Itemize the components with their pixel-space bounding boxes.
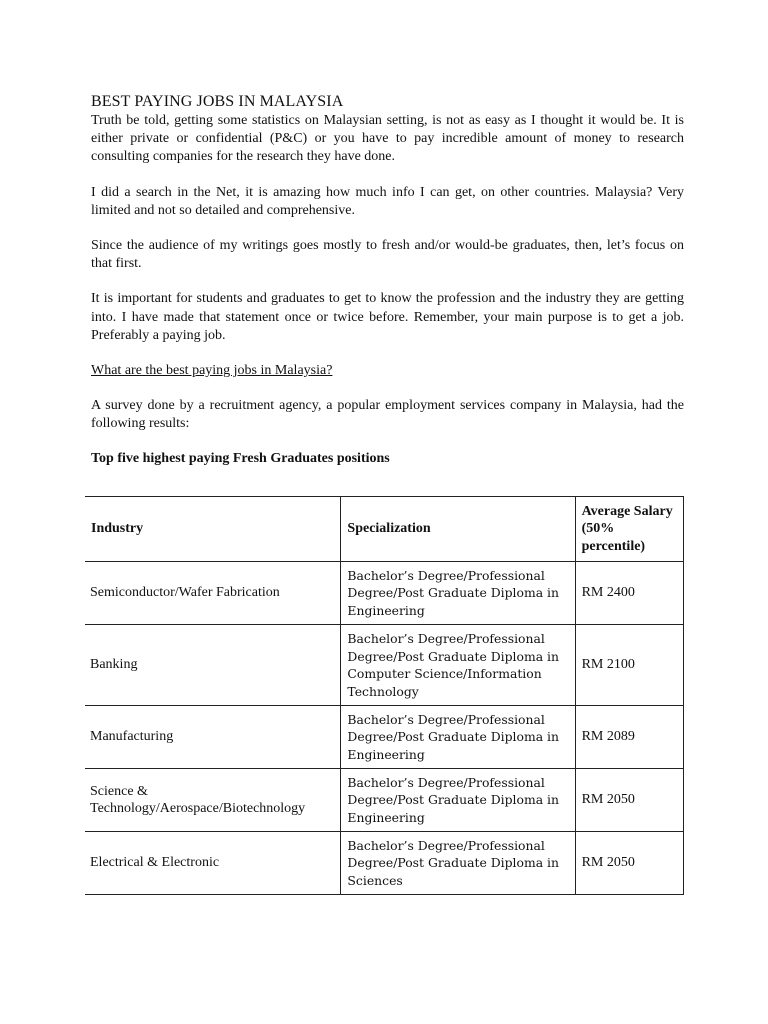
cell-industry: Semiconductor/Wafer Fabrication [85, 562, 341, 625]
cell-salary: RM 2050 [575, 832, 683, 895]
table-row [85, 706, 684, 769]
cell-specialization: Bachelor’s Degree/Professional Degree/Post Graduate Diploma in Engineering [341, 562, 575, 625]
cell-specialization: Bachelor’s Degree/Professional Degree/Post Graduate Diploma in Sciences [341, 832, 575, 895]
header-industry: Industry [85, 497, 341, 562]
paragraph-survey: A survey done by a recruitment agency, a popular employment services company in Malaysia, had the following results: [91, 398, 684, 432]
section-question: What are the best paying jobs in Malaysia? [91, 363, 333, 379]
paragraph-importance: It is important for students and graduates to get to know the profession and the industry they are getting into. I have made that statement once or twice before. Remember, your main purpose is to get a job. Preferably a paying job. [91, 291, 684, 343]
table-row [85, 625, 684, 706]
cell-specialization: Bachelor’s Degree/Professional Degree/Post Graduate Diploma in Computer Science/Information Technology [341, 625, 575, 706]
paragraph-audience: Since the audience of my writings goes mostly to fresh and/or would-be graduates, then, let’s focus on that first. [91, 238, 684, 272]
table-header-row [85, 497, 684, 562]
header-specialization: Specialization [341, 497, 575, 562]
table-heading: Top five highest paying Fresh Graduates positions [91, 451, 390, 467]
cell-specialization: Bachelor’s Degree/Professional Degree/Post Graduate Diploma in Engineering [341, 706, 575, 769]
salary-table-wrapper [85, 496, 684, 895]
cell-industry: Banking [85, 625, 341, 706]
salary-table [85, 496, 684, 895]
cell-specialization: Bachelor’s Degree/Professional Degree/Post Graduate Diploma in Engineering [341, 769, 575, 832]
cell-industry: Science & Technology/Aerospace/Biotechnology [85, 769, 341, 832]
cell-salary: RM 2089 [575, 706, 683, 769]
table-row [85, 562, 684, 625]
cell-salary: RM 2050 [575, 769, 683, 832]
cell-salary: RM 2400 [575, 562, 683, 625]
page-title: BEST PAYING JOBS IN MALAYSIA [91, 93, 344, 110]
cell-industry: Electrical & Electronic [85, 832, 341, 895]
table-row [85, 832, 684, 895]
cell-industry: Manufacturing [85, 706, 341, 769]
paragraph-intro: Truth be told, getting some statistics on Malaysian setting, is not as easy as I thought it would be. It is either private or confidential (P&C) or you have to pay incredible amount of money to research consulting companies for the research they have done. [91, 113, 684, 165]
paragraph-search: I did a search in the Net, it is amazing how much info I can get, on other countries. Malaysia? Very limited and not so detailed and comprehensive. [91, 184, 684, 218]
table-row [85, 769, 684, 832]
header-salary: Average Salary (50% percentile) [575, 497, 683, 562]
cell-salary: RM 2100 [575, 625, 683, 706]
document-body [91, 92, 684, 468]
